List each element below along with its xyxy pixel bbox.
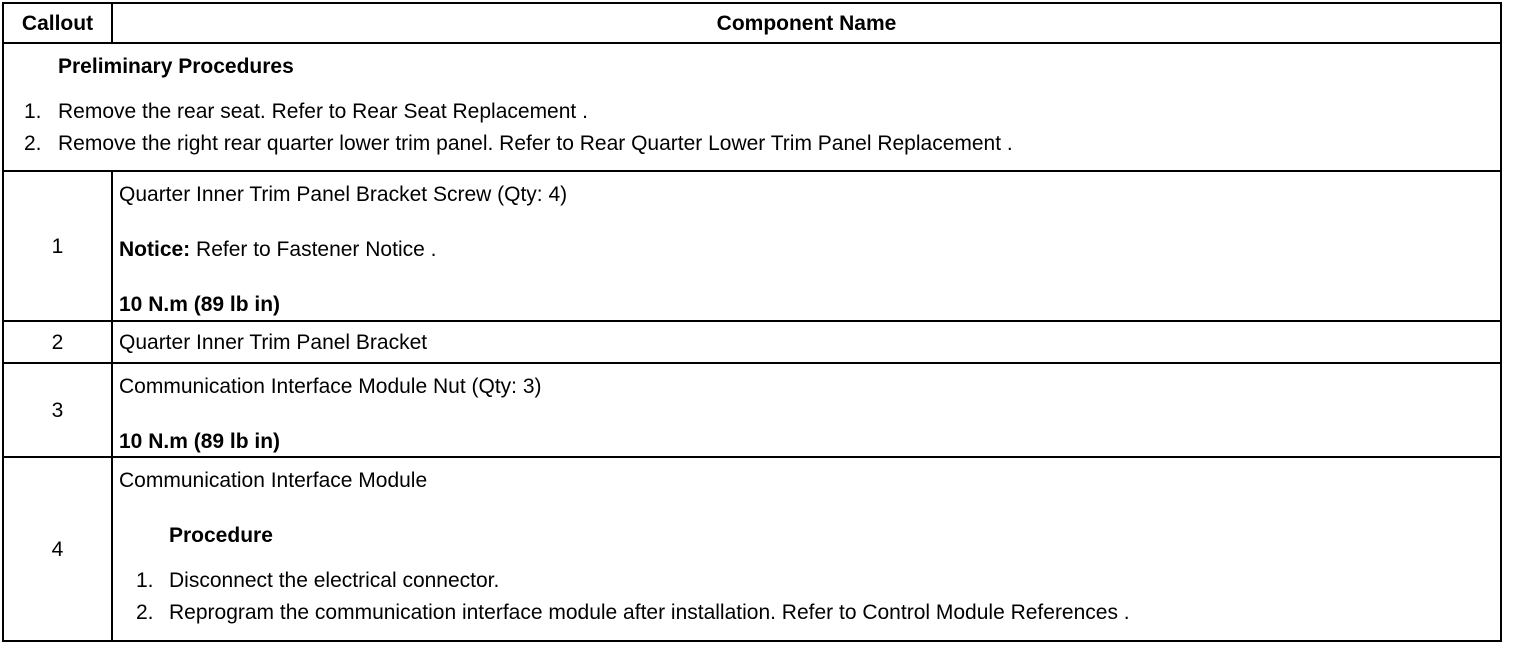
callout-number: 2 [3,321,112,363]
procedure-step [119,565,1500,597]
step-text: Remove the rear seat. Refer to Rear Seat Replacement . [58,100,588,123]
component-cell [112,457,1501,641]
callout-number: 1 [3,171,112,321]
step-text: Remove the right rear quarter lower trim panel. Refer to Rear Quarter Lower Trim Panel Replacement . [58,132,1013,155]
notice-label: Notice: [119,238,191,261]
step-number: 1. [136,569,154,592]
step-number: 1. [24,100,42,123]
procedure-step [119,597,1500,629]
component-name: Quarter Inner Trim Panel Bracket Screw (Qty: 4) [119,183,568,206]
table-row [3,321,1501,363]
table-row [3,457,1501,641]
preliminary-step [4,128,1500,160]
callout-number: 3 [3,363,112,457]
step-text: Disconnect the electrical connector. [169,569,500,592]
table-row [3,363,1501,457]
notice-text: Refer to Fastener Notice . [190,238,437,261]
torque-spec: 10 N.m (89 lb in) [119,293,281,316]
component-name: Communication Interface Module [119,469,428,492]
step-number: 2. [24,132,42,155]
preliminary-step [4,96,1500,128]
header-callout: Callout [3,3,112,43]
component-name: Quarter Inner Trim Panel Bracket [112,321,1501,363]
step-number: 2. [136,601,154,624]
notice-line [119,205,1500,260]
torque-spec: 10 N.m (89 lb in) [119,430,281,453]
preliminary-steps [4,96,1500,160]
header-component-name: Component Name [112,3,1501,43]
preliminary-title: Preliminary Procedures [58,55,294,78]
step-text: Reprogram the communication interface module after installation. Refer to Control Module References . [169,601,1130,624]
table-row [3,171,1501,321]
callout-number: 4 [3,457,112,641]
component-table [2,2,1502,642]
preliminary-cell [3,43,1501,171]
preliminary-row [3,43,1501,171]
procedure-title: Procedure [169,524,273,547]
component-name: Communication Interface Module Nut (Qty: 3) [119,375,542,398]
component-cell [112,363,1501,457]
table-header-row [3,3,1501,43]
component-cell [112,171,1501,321]
procedure-steps [119,565,1500,629]
